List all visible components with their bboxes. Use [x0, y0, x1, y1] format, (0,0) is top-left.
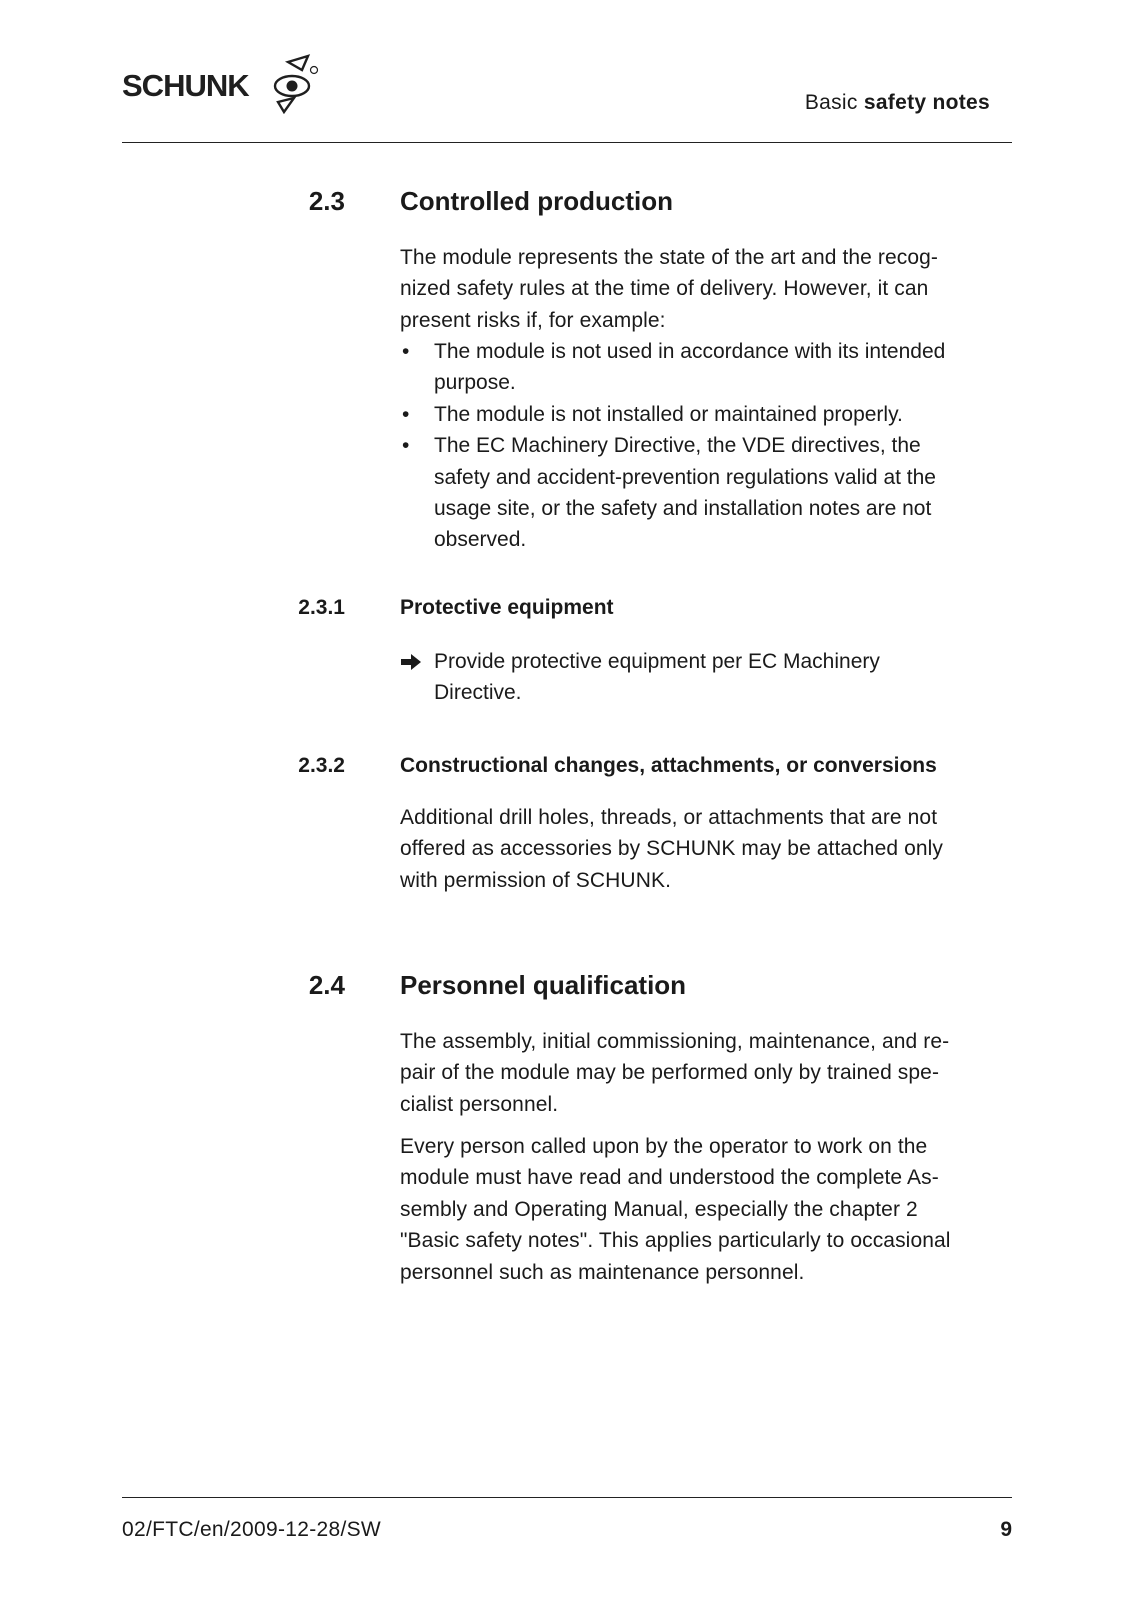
list-item — [400, 430, 1000, 556]
text-line: cialist personnel. — [400, 1092, 559, 1116]
bullet-icon: • — [402, 434, 410, 458]
text-line: The EC Machinery Directive, the VDE directives, the — [434, 434, 921, 458]
controlled-production-intro — [400, 242, 1000, 336]
logo-wordmark: SCHUNK — [122, 68, 249, 103]
text-line: Directive. — [434, 681, 522, 705]
constructional-changes-text — [400, 802, 1000, 896]
running-header-regular: Basic — [804, 91, 864, 114]
bullet-icon: • — [402, 340, 410, 363]
text-line: Every person called upon by the operator to work on the — [400, 1135, 928, 1158]
risk-list — [400, 336, 1000, 556]
text-line: "Basic safety notes". This applies particularly to occasional — [400, 1229, 951, 1253]
text-line: safety and accident-prevention regulations valid at the — [434, 465, 936, 489]
header-rule — [122, 142, 1012, 143]
text-line: The module represents the state of the art and the recog- — [400, 246, 939, 269]
text-line: Additional drill holes, threads, or attachments that are not — [400, 806, 938, 829]
list-item — [400, 336, 1000, 399]
section-title-personnel-qualification: Personnel qualification — [400, 970, 687, 1000]
schunk-logo-mark-icon — [264, 52, 320, 114]
page-number: 9 — [1000, 1518, 1012, 1541]
footer-rule — [122, 1497, 1012, 1498]
text-line: The module is not used in accordance with its intended — [434, 340, 946, 363]
schunk-logo — [122, 52, 322, 114]
running-header-bold: safety notes — [863, 91, 990, 114]
text-line: The assembly, initial commissioning, maintenance, and re- — [400, 1030, 950, 1053]
protective-equipment-action — [400, 646, 1000, 709]
text-line: module must have read and understood the complete As- — [400, 1166, 939, 1190]
personnel-qualification-para-1 — [400, 1026, 1000, 1120]
document-code: 02/FTC/en/2009-12-28/SW — [122, 1518, 382, 1541]
section-number-2-3: 2.3 — [308, 186, 345, 216]
section-title-constructional-changes: Constructional changes, attachments, or conversions — [400, 754, 937, 777]
text-line: pair of the module may be performed only by trained spe- — [400, 1061, 940, 1085]
section-title-protective-equipment: Protective equipment — [400, 596, 614, 619]
section-number-2-4: 2.4 — [308, 970, 345, 1000]
running-header — [805, 91, 990, 115]
list-item — [400, 399, 1000, 430]
section-number-2-3-1: 2.3.1 — [298, 596, 345, 619]
text-line: purpose. — [434, 371, 516, 395]
section-title-controlled-production: Controlled production — [400, 186, 673, 216]
section-number-2-3-2: 2.3.2 — [298, 754, 345, 777]
text-line: nized safety rules at the time of delivery. However, it can — [400, 277, 929, 301]
text-line: Provide protective equipment per EC Machinery — [434, 650, 880, 673]
text-line: observed. — [434, 528, 527, 552]
text-line: present risks if, for example: — [400, 308, 666, 332]
text-line: personnel such as maintenance personnel. — [400, 1260, 805, 1284]
text-line: sembly and Operating Manual, especially the chapter 2 — [400, 1197, 918, 1221]
text-line: offered as accessories by SCHUNK may be attached only — [400, 837, 944, 861]
arrow-right-icon — [400, 653, 422, 671]
text-line: usage site, or the safety and installation notes are not — [434, 497, 932, 521]
text-line: with permission of SCHUNK. — [400, 868, 672, 892]
bullet-icon: • — [402, 402, 410, 426]
text-line: The module is not installed or maintained properly. — [434, 402, 903, 426]
personnel-qualification-para-2 — [400, 1131, 1000, 1288]
